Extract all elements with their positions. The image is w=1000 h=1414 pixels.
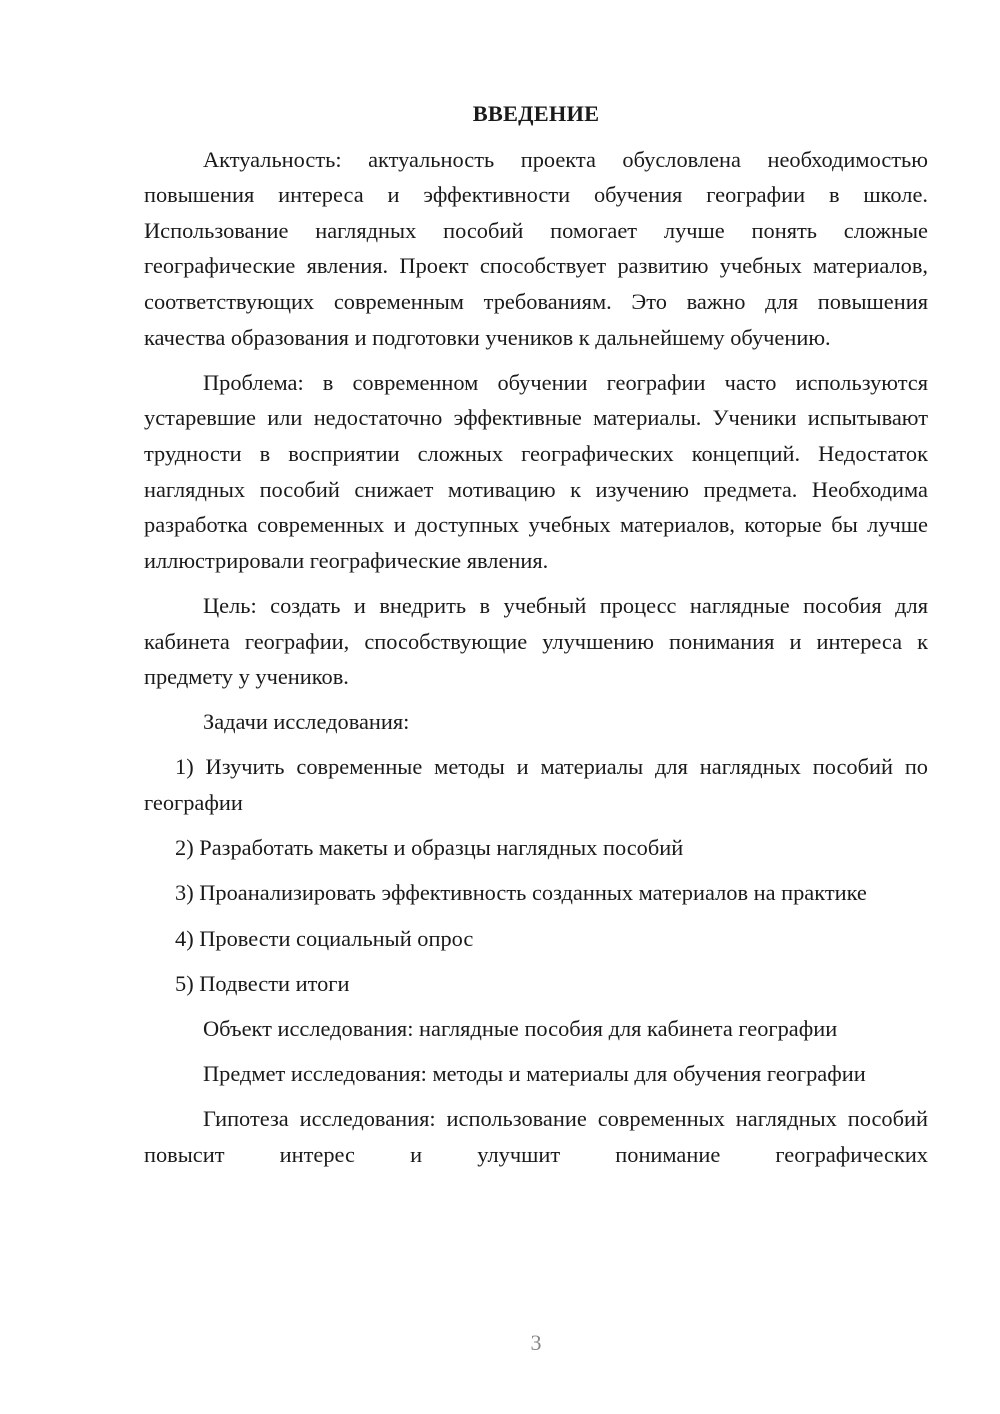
page-content [144,96,928,1182]
task-item-1: 1) Изучить современные методы и материалы для наглядных пособий по географии [144,754,928,816]
hypothesis-paragraph: Гипотеза исследования: использование современных наглядных пособий повысит интерес и улучшит понимание географических [144,1106,928,1167]
task-item-2: 2) Разработать макеты и образцы наглядных пособий [175,835,684,861]
section-title: ВВЕДЕНИЕ [472,101,600,126]
subject-paragraph: Предмет исследования: методы и материалы для обучения географии [203,1061,866,1087]
task-item-5: 5) Подвести итоги [175,970,350,996]
page-number: 3 [530,1330,542,1355]
goal-paragraph: Цель: создать и внедрить в учебный процесс наглядные пособия для кабинета географии, способствующие улучшению понимания и интереса к предмету у учеников. [144,592,928,690]
tasks-heading: Задачи исследования: [203,709,410,735]
relevance-paragraph: Актуальность: актуальность проекта обусловлена необходимостью повышения интереса и эффективности обучения географии в школе. Использование наглядных пособий помогает лучше понять сложные географические явления. Проект способствует развитию учебных материалов, соответствующих современным требованиям. Это важно для повышения качества образования и подготовки учеников к дальнейшему обучению. [144,146,928,350]
object-paragraph: Объект исследования: наглядные пособия для кабинета географии [203,1016,838,1041]
task-item-4: 4) Провести социальный опрос [175,925,474,951]
problem-paragraph: Проблема: в современном обучении географии часто используются устаревшие или недостаточно эффективные материалы. Ученики испытывают трудности в восприятии сложных географических концепций. Недостаток наглядных пособий снижает мотивацию к изучению предмета. Необходима разработка современных и доступных учебных материалов, которые бы лучше иллюстрировали географические явления. [144,369,928,573]
task-item-3: 3) Проанализировать эффективность созданных материалов на практике [175,880,867,906]
